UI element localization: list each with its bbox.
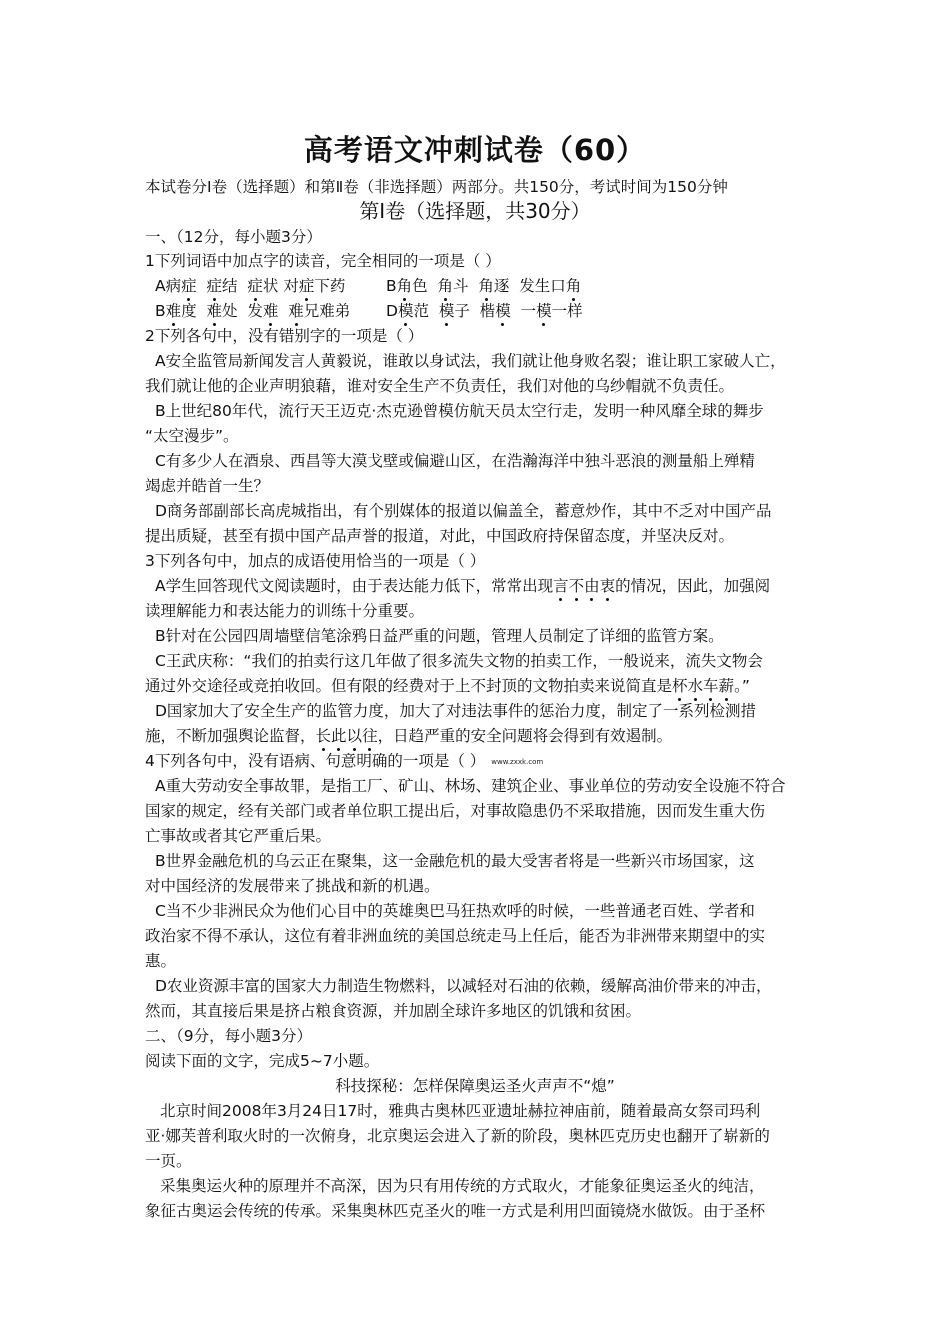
q4-option-d: D农业资源丰富的国家大力制造生物燃料，以减轻对石油的依赖，缓解高油价带来的冲击， xyxy=(155,977,772,995)
q2-stem: 2下列各句中，没有错别字的一项是（ ） xyxy=(145,327,424,345)
q4-option-b-cont: 对中国经济的发展带来了挑战和新的机遇。 xyxy=(145,877,440,895)
article-paragraph-2: 采集奥运火种的原理并不高深，因为只有用传统的方式取火，才能象征奥运圣火的纯洁， xyxy=(160,1177,765,1195)
q2-option-c: C有多少人在酒泉、西昌等大漠戈壁或偏避山区，在浩瀚海洋中独斗恶浪的测量船上殚精 xyxy=(155,452,755,470)
q2-option-a: A安全监管局新闻发言人黄毅说，谁敢以身试法，我们就让他身败名裂；谁让职工家破人亡， xyxy=(155,352,786,370)
section-2-heading: 二、（9分，每小题3分） xyxy=(145,1027,312,1045)
q3-option-d: D国家加大了安全生产的监管力度，加大了对违法事件的惩治力度，制定了一系列检测措 xyxy=(155,702,756,720)
reading-instruction: 阅读下面的文字，完成5~7小题。 xyxy=(145,1052,380,1070)
article-paragraph-1: 北京时间2008年3月24日17时，雅典古奥林匹亚遗址赫拉神庙前，随着最高女祭司玛利 xyxy=(160,1102,761,1120)
q1-option-a: A病症 症结 症状 对症下药 xyxy=(155,277,346,295)
article-paragraph-1-cont: 亚·娜芙普利取火时的一次俯身，北京奥运会进入了新的阶段，奥林匹克历史也翻开了崭新的 xyxy=(145,1127,770,1145)
q4-option-c-cont: 政治家不得不承认，这位有着非洲血统的美国总统走马上任后，能否为非洲带来期望中的实 xyxy=(145,927,766,945)
q3-option-a-cont: 读理解能力和表达能力的训练十分重要。 xyxy=(145,602,425,620)
section-1-heading: 一、（12分，每小题3分） xyxy=(145,228,322,246)
q4-option-c-cont2: 惠。 xyxy=(145,952,177,970)
q1-option-d: D模范 模子 楷模 一模一样 xyxy=(386,302,583,320)
article-title: 科技探秘：怎样保障奥运圣火声声不“熄” xyxy=(335,1077,615,1095)
q3-option-b: B针对在公园四周墙壁信笔涂鸦日益严重的问题，管理人员制定了详细的监管方案。 xyxy=(155,627,724,645)
q2-option-d: D商务部副部长高虎城指出，有个别媒体的报道以偏盖全，蓄意炒作，其中不乏对中国产品 xyxy=(155,502,772,520)
watermark-text: www.zxxk.com xyxy=(491,757,544,766)
q3-option-c: C王武庆称：“我们的拍卖行这几年做了很多流失文物的拍卖工作，一般说来，流失文物会 xyxy=(155,652,763,670)
q2-option-a-cont: 我们就让他的企业声明狼藉，谁对安全生产不负责任，我们对他的乌纱帽就不负责任。 xyxy=(145,377,735,395)
q4-stem: 4下列各句中，没有语病、句意明确的一项是（ ） www.zxxk.com xyxy=(145,752,544,770)
q4-option-a: A重大劳动安全事故罪，是指工厂、矿山、林场、建筑企业、事业单位的劳动安全设施不符合 xyxy=(155,777,786,795)
q4-option-a-cont: 国家的规定，经有关部门或者单位职工提出后，对事故隐患仍不采取措施，因而发生重大伤 xyxy=(145,802,766,820)
q1-stem: 1下列词语中加点字的读音，完全相同的一项是（ ） xyxy=(145,252,501,270)
q1-option-b: B角色 角斗 角逐 发生口角 xyxy=(386,277,582,295)
article-paragraph-2-cont: 象征古奥运会传统的传承。采集奥林匹克圣火的唯一方式是利用凹面镜烧水做饭。由于圣杯 xyxy=(145,1202,766,1220)
q4-option-a-cont2: 亡事故或者其它严重后果。 xyxy=(145,827,332,845)
exam-intro: 本试卷分Ⅰ卷（选择题）和第Ⅱ卷（非选择题）两部分。共150分，考试时间为150分钟 xyxy=(145,178,728,196)
q4-option-d-cont: 然而，其直接后果是挤占粮食资源，并加剧全球许多地区的饥饿和贫困。 xyxy=(145,1002,642,1020)
q4-option-b: B世界金融危机的乌云正在聚集，这一金融危机的最大受害者将是一些新兴市场国家，这 xyxy=(155,852,755,870)
q3-option-d-cont: 施，不断加强舆论监督，长此以往，日趋严重的安全问题将会得到有效遏制。 xyxy=(145,727,673,745)
q4-option-c: C当不少非洲民众为他们心目中的英雄奥巴马狂热欢呼的时候，一些普通老百姓、学者和 xyxy=(155,902,755,920)
exam-title: 高考语文冲刺试卷（60） xyxy=(303,133,647,167)
q2-option-b-cont: “太空漫步”。 xyxy=(145,427,239,445)
q2-option-b: B上世纪80年代，流行天王迈克·杰克逊曾模仿航天员太空行走，发明一种风靡全球的舞步 xyxy=(155,402,764,420)
part1-heading: 第Ⅰ卷（选择题，共30分） xyxy=(359,199,591,223)
q2-option-d-cont: 提出质疑，甚至有损中国产品声誉的报道，对此，中国政府持保留态度，并坚决反对。 xyxy=(145,527,735,545)
q2-option-c-cont: 竭虑并皓首一生？ xyxy=(145,477,270,495)
q3-option-a: A学生回答现代文阅读题时，由于表达能力低下，常常出现言不由衷的情况，因此，加强阅 xyxy=(155,577,771,595)
q1-option-c: B难度 难处 发难 难兄难弟 xyxy=(155,302,351,320)
q3-stem: 3下列各句中，加点的成语使用恰当的一项是（ ） xyxy=(145,552,486,570)
q3-option-c-cont: 通过外交途径或竞拍收回。但有限的经费对于上不封顶的文物拍卖来说简直是杯水车薪。” xyxy=(145,677,750,695)
article-paragraph-1-cont2: 一页。 xyxy=(145,1152,192,1170)
